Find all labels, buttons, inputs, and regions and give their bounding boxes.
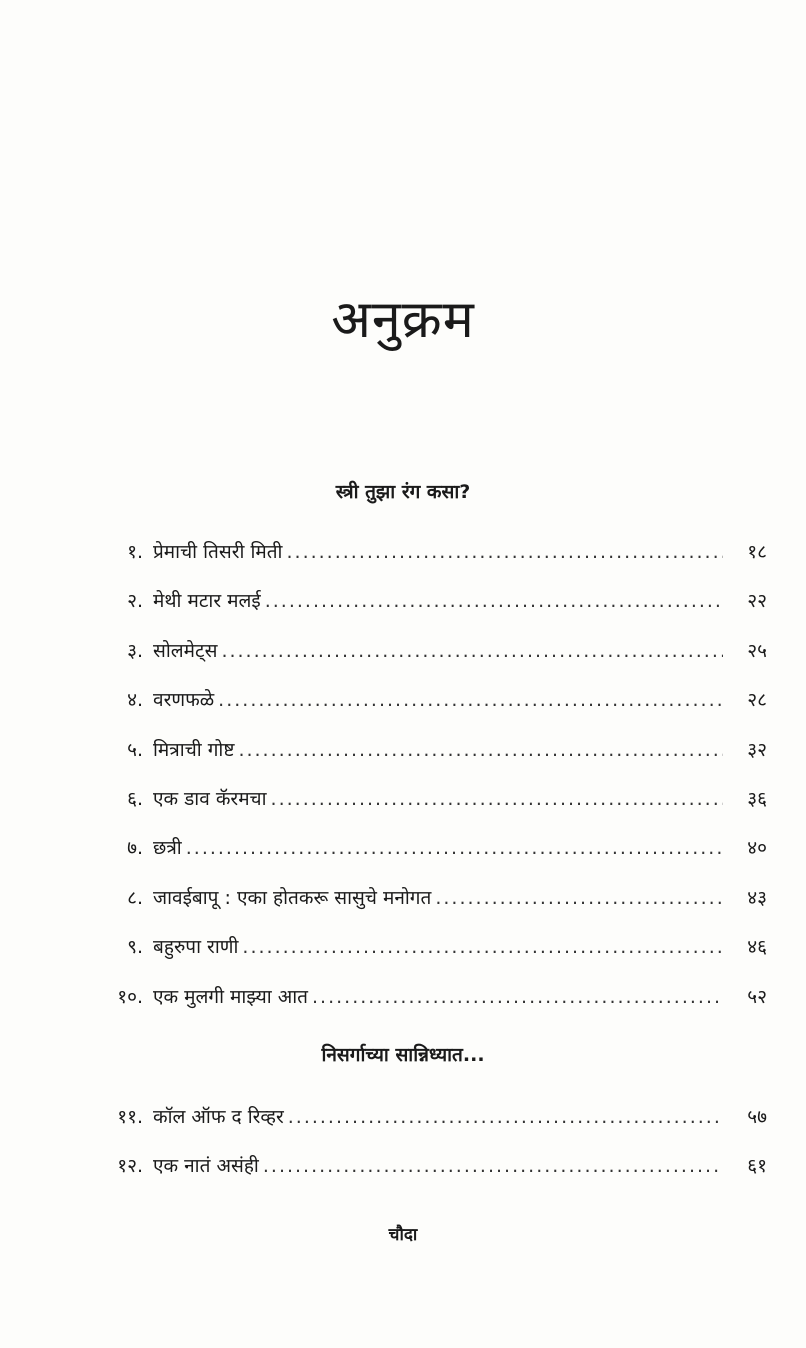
entry-title: कॉल ऑफ द रिव्हर bbox=[153, 1106, 284, 1128]
toc-entry bbox=[105, 726, 767, 775]
entry-page-number: ६१ bbox=[747, 1155, 767, 1178]
entry-title: मित्राची गोष्ट bbox=[153, 738, 235, 761]
toc-entry bbox=[105, 627, 767, 676]
dot-leader bbox=[242, 923, 723, 972]
entry-title: एक डाव कॅरमचा bbox=[153, 787, 267, 810]
entry-number: १. bbox=[127, 541, 143, 563]
entry-title: एक नातं असंही bbox=[153, 1155, 259, 1178]
entry-number: ७. bbox=[127, 837, 143, 860]
entry-page-number: ४६ bbox=[747, 936, 767, 959]
page-title: अनुक्रम bbox=[331, 290, 475, 350]
toc-entry bbox=[105, 973, 767, 1022]
entry-page-number: ३२ bbox=[747, 738, 767, 761]
entry-number: ८. bbox=[127, 886, 143, 909]
toc-entry bbox=[105, 775, 767, 824]
entry-number: ४. bbox=[127, 689, 143, 712]
dot-leader bbox=[288, 1093, 723, 1142]
entry-title: एक मुलगी माझ्या आत bbox=[153, 985, 308, 1008]
entry-number: २. bbox=[127, 590, 143, 613]
toc-entry bbox=[105, 923, 767, 972]
entry-page-number: ४० bbox=[747, 837, 767, 860]
toc-list bbox=[105, 528, 767, 1022]
entry-page-number: २८ bbox=[747, 689, 767, 712]
dot-leader bbox=[435, 874, 723, 923]
dot-leader bbox=[238, 726, 723, 775]
entry-title: सोलमेट्स bbox=[153, 639, 218, 662]
entry-page-number: ५२ bbox=[747, 985, 767, 1008]
entry-number: ५. bbox=[127, 738, 143, 761]
entry-number: ६. bbox=[127, 787, 143, 810]
entry-number: ३. bbox=[127, 639, 143, 662]
entry-number: ९. bbox=[127, 936, 143, 959]
toc-entry bbox=[105, 577, 767, 626]
toc-entry bbox=[105, 676, 767, 725]
entry-page-number: ३६ bbox=[747, 787, 767, 810]
entry-page-number: ४३ bbox=[747, 886, 767, 909]
entry-title: जावईबापू : एका होतकरू सासुचे मनोगत bbox=[153, 886, 432, 909]
entry-title: वरणफळे bbox=[153, 689, 215, 712]
entry-page-number: १८ bbox=[747, 541, 767, 563]
dot-leader bbox=[271, 775, 723, 824]
entry-title: बहुरुपा राणी bbox=[153, 936, 239, 959]
dot-leader bbox=[263, 1142, 723, 1191]
entry-title: मेथी मटार मलई bbox=[153, 590, 261, 613]
toc-entry bbox=[105, 528, 767, 577]
toc-entry bbox=[105, 824, 767, 873]
dot-leader bbox=[221, 627, 723, 676]
entry-title: छत्री bbox=[153, 837, 182, 860]
toc-entry bbox=[105, 1093, 767, 1142]
toc-entry bbox=[105, 1142, 767, 1191]
toc-entry bbox=[105, 874, 767, 923]
dot-leader bbox=[186, 824, 723, 873]
entry-title: प्रेमाची तिसरी मिती bbox=[153, 541, 283, 563]
dot-leader bbox=[312, 973, 723, 1022]
dot-leader bbox=[218, 676, 723, 725]
entry-number: १२. bbox=[117, 1155, 143, 1178]
entry-page-number: ५७ bbox=[747, 1106, 767, 1128]
entry-number: १०. bbox=[117, 985, 143, 1008]
entry-page-number: २२ bbox=[747, 590, 767, 613]
section-heading: निसर्गाच्या सान्निध्यात... bbox=[321, 1044, 485, 1066]
section-heading: स्त्री तुझा रंग कसा? bbox=[335, 481, 471, 503]
dot-leader bbox=[286, 528, 723, 577]
toc-list bbox=[105, 1093, 767, 1192]
page-footer-number: चौदा bbox=[388, 1225, 418, 1245]
entry-page-number: २५ bbox=[747, 639, 767, 662]
dot-leader bbox=[265, 577, 723, 626]
entry-number: ११. bbox=[117, 1106, 143, 1128]
